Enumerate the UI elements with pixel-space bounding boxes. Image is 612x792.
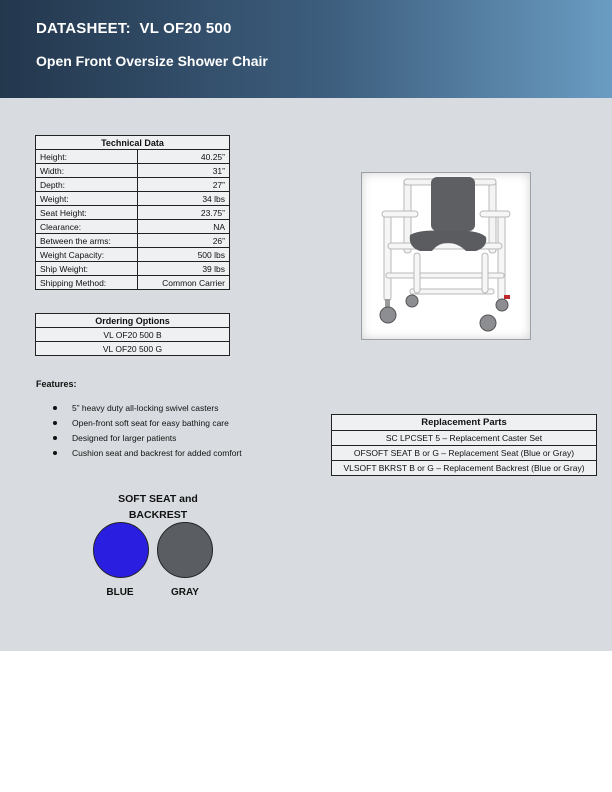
swatch-title: SOFT SEAT and BACKREST <box>118 493 198 521</box>
table-row <box>36 150 230 164</box>
spec-value: NA <box>138 220 230 234</box>
list-item: 5” heavy duty all-locking swivel casters <box>51 401 242 416</box>
table-row <box>36 178 230 192</box>
part-item: SC LPCSET 5 – Replacement Caster Set <box>332 431 597 446</box>
spec-label: Depth: <box>36 178 138 192</box>
table-row <box>332 461 597 476</box>
spec-value: 34 lbs <box>138 192 230 206</box>
table-row <box>36 206 230 220</box>
list-item: Designed for larger patients <box>51 431 242 446</box>
table-row <box>36 342 230 356</box>
product-name: Open Front Oversize Shower Chair <box>36 53 268 69</box>
features-title: Features: <box>36 379 77 389</box>
gray-label: GRAY <box>171 587 199 598</box>
shower-chair-illustration <box>362 173 530 339</box>
technical-data-title: Technical Data <box>36 136 230 150</box>
spec-value: 31” <box>138 164 230 178</box>
technical-data-table <box>35 135 230 290</box>
list-item: Cushion seat and backrest for added comfort <box>51 446 242 461</box>
table-row <box>36 276 230 290</box>
spec-value: 23.75” <box>138 206 230 220</box>
spec-value: 39 lbs <box>138 262 230 276</box>
order-code: VL OF20 500 G <box>36 342 230 356</box>
table-row <box>332 431 597 446</box>
spec-label: Height: <box>36 150 138 164</box>
gray-swatch <box>157 522 213 578</box>
product-photo <box>361 172 531 340</box>
spec-label: Between the arms: <box>36 234 138 248</box>
datasheet-title: DATASHEET: VL OF20 500 <box>36 20 232 37</box>
datasheet-header <box>0 0 612 98</box>
table-row <box>36 234 230 248</box>
spec-value: 27” <box>138 178 230 192</box>
list-item: Open-front soft seat for easy bathing care <box>51 416 242 431</box>
features-list <box>51 401 242 461</box>
table-row <box>36 248 230 262</box>
part-item: OFSOFT SEAT B or G – Replacement Seat (Blue or Gray) <box>332 446 597 461</box>
replacement-parts-table <box>331 414 597 476</box>
table-row <box>36 192 230 206</box>
spec-value: 500 lbs <box>138 248 230 262</box>
spec-label: Ship Weight: <box>36 262 138 276</box>
table-row <box>36 262 230 276</box>
table-row <box>332 446 597 461</box>
blue-swatch <box>93 522 149 578</box>
spec-label: Weight Capacity: <box>36 248 138 262</box>
spec-label: Width: <box>36 164 138 178</box>
spec-label: Shipping Method: <box>36 276 138 290</box>
spec-label: Clearance: <box>36 220 138 234</box>
table-row <box>36 220 230 234</box>
table-row <box>36 328 230 342</box>
spec-label: Weight: <box>36 192 138 206</box>
ordering-options-table <box>35 313 230 356</box>
spec-label: Seat Height: <box>36 206 138 220</box>
spec-value: Common Carrier <box>138 276 230 290</box>
ordering-options-title: Ordering Options <box>36 314 230 328</box>
table-row <box>36 164 230 178</box>
blue-label: BLUE <box>106 587 134 598</box>
part-item: VLSOFT BKRST B or G – Replacement Backrest (Blue or Gray) <box>332 461 597 476</box>
replacement-parts-title: Replacement Parts <box>332 415 597 431</box>
spec-value: 40.25” <box>138 150 230 164</box>
order-code: VL OF20 500 B <box>36 328 230 342</box>
spec-value: 26” <box>138 234 230 248</box>
